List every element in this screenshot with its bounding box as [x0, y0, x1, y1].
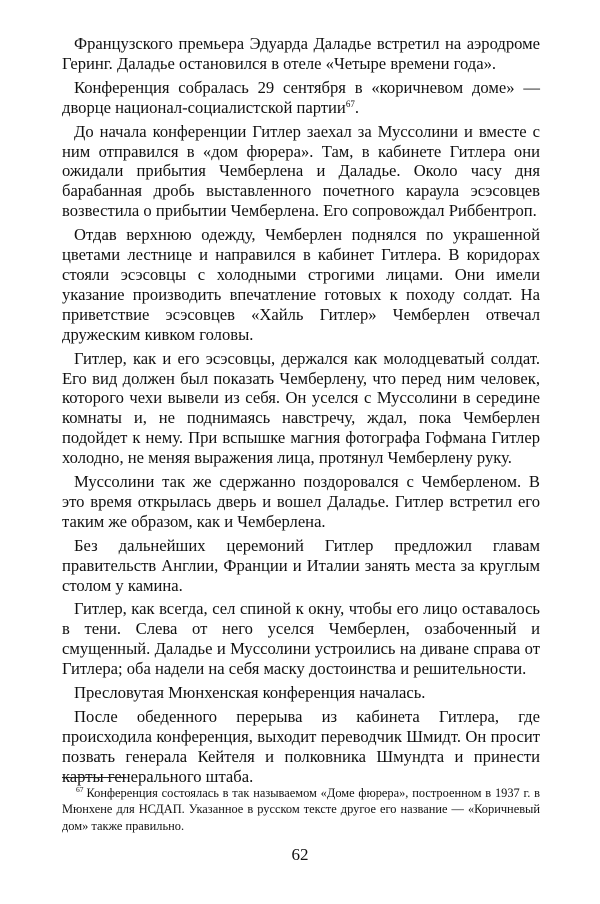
footnote-text: Конференция состоялась в так называемом «Доме фюрера», построенном в 1937 г. в Мюнхене для НСДАП. Указанное в русском тексте другое его название — «Коричневый дом» также правильно. [62, 786, 540, 833]
footnote [62, 785, 540, 834]
footnote-divider [62, 777, 126, 778]
paragraph-conference-venue: Конференция собралась 29 сентября в «коричневом доме» — дворце национал-социалистской партии$^{67}$. [62, 77, 540, 117]
footnote-reference[interactable]: 67 [345, 98, 355, 109]
paragraph-round-table: Без дальнейших церемоний Гитлер предложил главам правительств Англии, Франции и Италии занять места за круглым столом у камина. [62, 535, 540, 595]
page-body [62, 34, 540, 791]
paragraph-hitler-demeanor: Гитлер, как и его эсэсовцы, держался как молодцеватый солдат. Его вид должен был показать Чемберлену, что перед ним человек, которого чехи вывели из себя. Он уселся с Муссолини в середине комнаты и, не поднимаясь навстречу, ждал, пока Чемберлен подойдет к нему. При вспышке магния фотографа Гофмана Гитлер холодно, не меняя выражения лица, протянул Чемберлену руку. [62, 348, 540, 468]
paragraph-chamberlain-arrival: Отдав верхнюю одежду, Чемберлен поднялся по украшенной цветами лестнице и направился в кабинет Гитлера. В коридорах стояли эсэсовцы с холодными строгими лицами. Они имели указание производить впечатление готовых к походу солдат. На приветствие эсэсовцев «Хайль Гитлер» Чемберлен отвечал дружеским кивком головы. [62, 225, 540, 344]
paragraph-daladier-arrival: Французского премьера Эдуарда Даладье встретил на аэродроме Геринг. Даладье остановился в отеле «Четыре времени года». [62, 34, 540, 73]
paragraph-schmidt: После обеденного перерыва из кабинета Гитлера, где происходила конференция, выходит переводчик Шмидт. Он просит позвать генерала Кейтеля и полковника Шмундта и принести карты генерального штаба. [62, 707, 540, 786]
footnote-number: 67 [76, 785, 84, 794]
paragraph-seating: Гитлер, как всегда, сел спиной к окну, чтобы его лицо оставалось в тени. Слева от него уселся Чемберлен, озабоченный и смущенный. Даладье и Муссолини устроились на диване справа от Гитлера; оба надели на себя маску достоинства и решительности. [62, 599, 540, 679]
paragraph-conference-began: Пресловутая Мюнхенская конференция началась. [74, 683, 426, 703]
paragraph-greetings: Муссолини так же сдержанно поздоровался с Чемберленом. В это время открылась дверь и вошел Даладье. Гитлер встретил его таким же образом, как и Чемберлена. [62, 472, 540, 531]
main-text [62, 34, 540, 787]
paragraph-conference-venue-text: Конференция собралась 29 сентября в «коричневом доме» — дворце национал-социалистской партии [62, 77, 540, 117]
paragraph-hitler-mussolini: До начала конференции Гитлер заехал за Муссолини и вместе с ним отправился в «дом фюрера». Там, в кабинете Гитлера они ожидали прибытия Чемберлена и Даладье. Около часу дня барабанная дробь выставленного почетного караула эсэсовцев возвестила о прибытии Чемберлена. Его сопровождал Риббентроп. [62, 121, 540, 221]
page-number: 62 [291, 845, 309, 864]
